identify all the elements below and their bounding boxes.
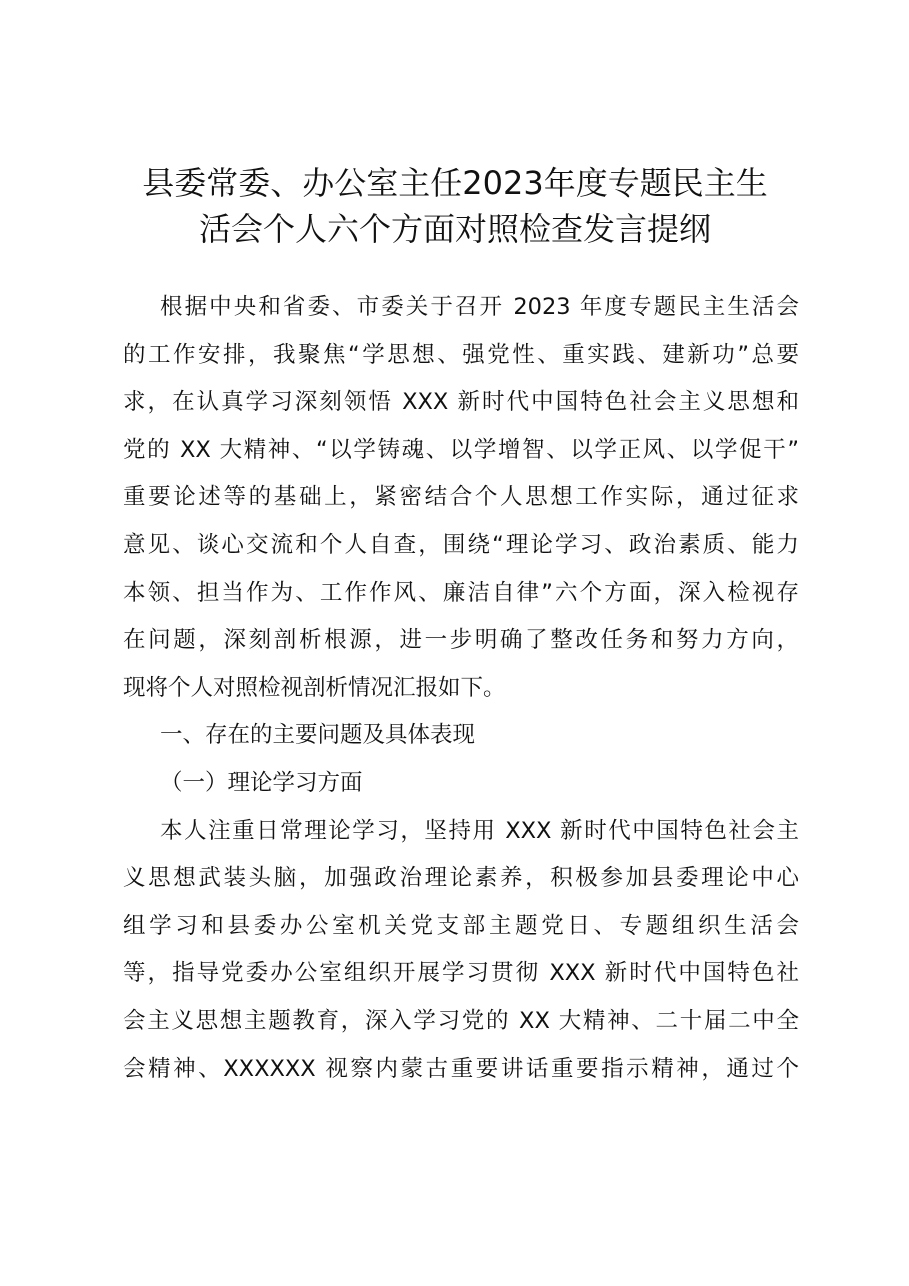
section-heading: 一、存在的主要问题及具体表现 bbox=[160, 722, 476, 749]
paragraph-line: 重要论述等的基础上，紧密结合个人思想工作实际，通过征求 bbox=[123, 484, 799, 511]
paragraph-line: 组学习和县委办公室机关党支部主题党日、专题组织生活会 bbox=[123, 912, 799, 939]
paragraph-line: 求，在认真学习深刻领悟 XXX 新时代中国特色社会主义思想和 bbox=[123, 389, 799, 416]
paragraph-line: 本领、担当作为、工作作风、廉洁自律”六个方面，深入检视存 bbox=[123, 579, 799, 606]
paragraph-line: 意见、谈心交流和个人自查，围绕“理论学习、政治素质、能力 bbox=[123, 531, 799, 558]
document-body bbox=[123, 284, 799, 1093]
paragraph-line: 现将个人对照检视剖析情况汇报如下。 bbox=[123, 674, 506, 701]
paragraph-line: 本人注重日常理论学习，坚持用 XXX 新时代中国特色社会主 bbox=[160, 817, 799, 844]
document-title bbox=[110, 160, 800, 252]
title-line-2: 活会个人六个方面对照检查发言提纲 bbox=[198, 210, 711, 248]
paragraph-line: 义思想武装头脑，加强政治理论素养，积极参加县委理论中心 bbox=[123, 865, 799, 892]
paragraph-line: 会精神、XXXXXX 视察内蒙古重要讲话重要指示精神，通过个 bbox=[123, 1055, 799, 1082]
theory-study-paragraph bbox=[123, 808, 799, 1094]
paragraph-line: 在问题，深刻剖析根源，进一步明确了整改任务和努力方向， bbox=[123, 627, 799, 654]
paragraph-line: 党的 XX 大精神、“以学铸魂、以学增智、以学正风、以学促干” bbox=[123, 436, 799, 463]
paragraph-line: 等，指导党委办公室组织开展学习贯彻 XXX 新时代中国特色社 bbox=[123, 960, 799, 987]
intro-paragraph bbox=[123, 284, 799, 712]
paragraph-line: 会主义思想主题教育，深入学习党的 XX 大精神、二十届二中全 bbox=[123, 1007, 799, 1034]
subsection-heading: （一）理论学习方面 bbox=[160, 769, 363, 796]
title-line-1: 县委常委、办公室主任2023年度专题民主生 bbox=[142, 164, 768, 202]
paragraph-line: 根据中央和省委、市委关于召开 2023 年度专题民主生活会 bbox=[160, 294, 799, 320]
paragraph-line: 的工作安排，我聚焦“学思想、强党性、重实践、建新功”总要 bbox=[123, 341, 799, 368]
